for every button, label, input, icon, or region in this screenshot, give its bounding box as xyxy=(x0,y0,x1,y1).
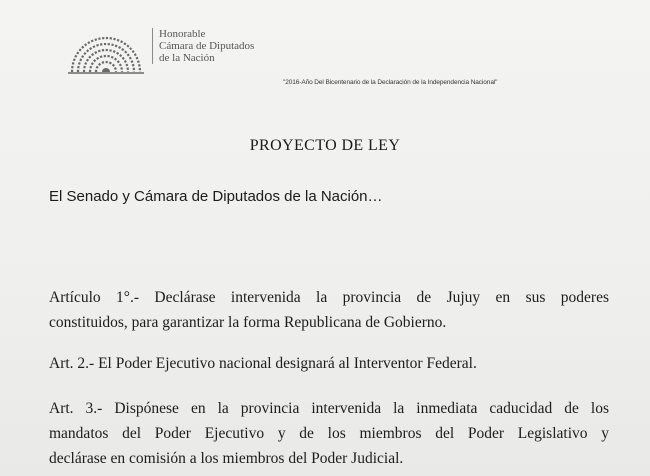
institution-name xyxy=(152,28,254,64)
article-3 xyxy=(49,396,609,471)
article-line: Artículo 1°.- Declárase intervenida la provincia de Jujuy en sus poderes xyxy=(49,289,609,306)
article-line: Art. 3.- Dispónese en la provincia intervenida la inmediata caducidad de los xyxy=(49,400,609,417)
document-intro: El Senado y Cámara de Diputados de la Nación… xyxy=(49,188,383,205)
institution-line: de la Nación xyxy=(159,52,215,64)
article-2 xyxy=(49,351,609,376)
article-line: declárase en comisión a los miembros del Poder Judicial. xyxy=(49,450,404,467)
article-line: mandatos del Poder Ejecutivo y de los miembros del Poder Legislativo y xyxy=(49,425,609,442)
year-motto: "2016-Año Del Bicentenario de la Declaración de la Independencia Nacional" xyxy=(283,79,498,86)
document-title: PROYECTO DE LEY xyxy=(249,137,401,154)
article-line: Art. 2.- El Poder Ejecutivo nacional designará al Interventor Federal. xyxy=(49,355,477,372)
article-1 xyxy=(49,285,609,335)
institution-line: Honorable xyxy=(159,28,206,40)
chamber-logo-icon xyxy=(58,18,154,76)
institution-line: Cámara de Diputados xyxy=(159,40,255,52)
article-line: constituidos, para garantizar la forma Republicana de Gobierno. xyxy=(49,314,447,331)
